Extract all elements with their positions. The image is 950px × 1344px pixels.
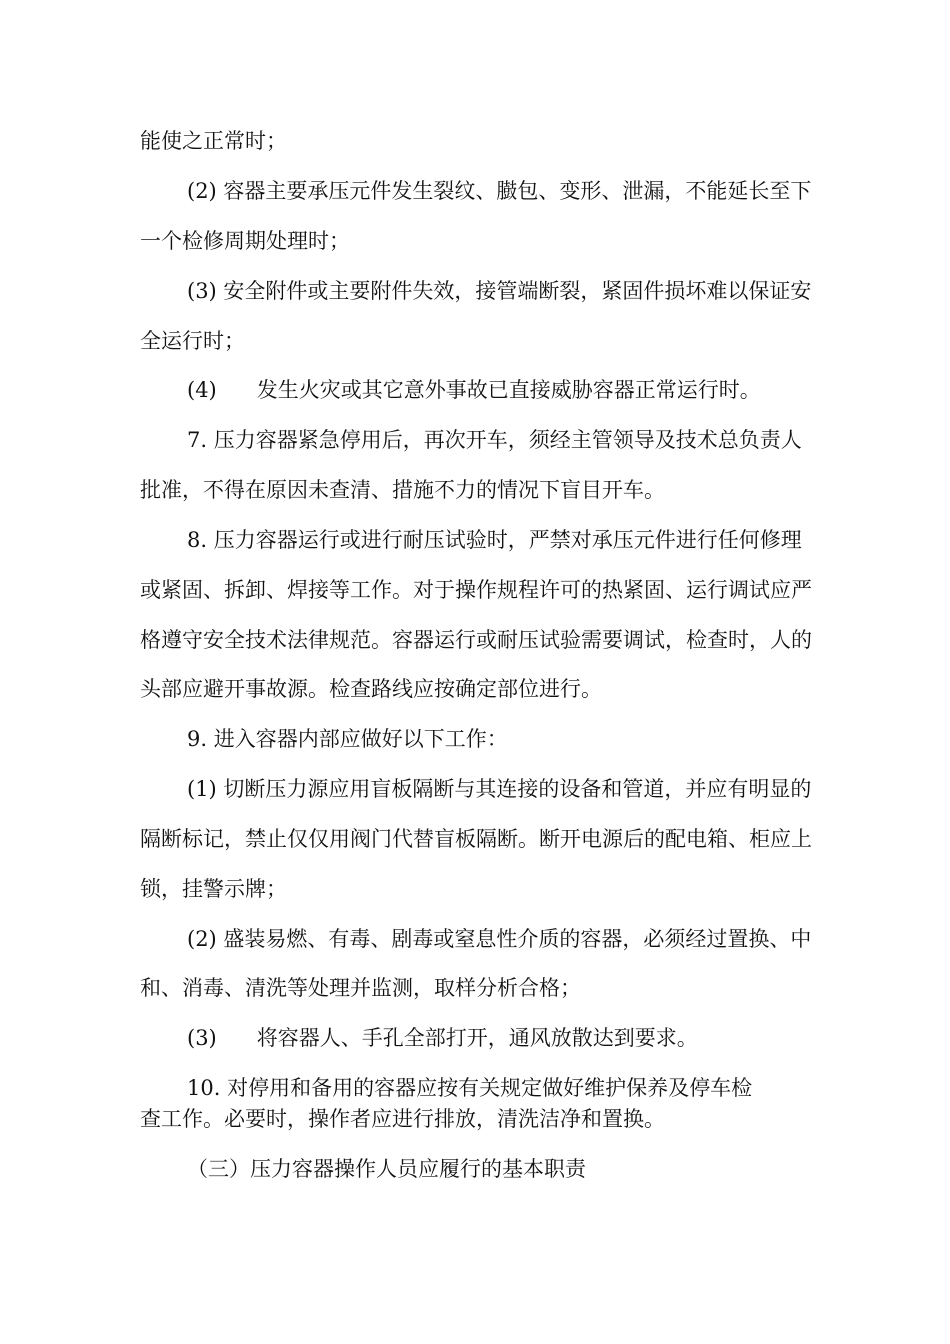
list-item-line: (2) 盛装易燃、有毒、剧毒或窒息性介质的容器，必须经过置换、中	[187, 927, 812, 951]
list-item-line: (1) 切断压力源应用盲板隔断与其连接的设备和管道，并应有明显的	[187, 777, 812, 801]
paragraph-line: 或紧固、拆卸、焊接等工作。对于操作规程许可的热紧固、运行调试应严	[140, 578, 812, 602]
section-heading: （三）压力容器操作人员应履行的基本职责	[187, 1157, 586, 1181]
paragraph-line: 9. 进入容器内部应做好以下工作：	[187, 727, 508, 751]
list-item-line	[187, 377, 761, 403]
list-item-line	[187, 1025, 698, 1051]
paragraph-line: 7. 压力容器紧急停用后，再次开车，须经主管领导及技术总负责人	[187, 428, 802, 452]
paragraph-line: 锁，挂警示牌；	[140, 877, 287, 901]
list-item-line: (3) 安全附件或主要附件失效，接管端断裂，紧固件损坏难以保证安	[187, 279, 812, 303]
paragraph-line: 头部应避开事故源。检查路线应按确定部位进行。	[140, 677, 602, 701]
paragraph-line: 格遵守安全技术法律规范。容器运行或耐压试验需要调试，检查时，人的	[140, 628, 812, 652]
paragraph-line: 全运行时；	[140, 329, 245, 353]
list-item-number: (3)	[187, 1026, 217, 1050]
paragraph-line: 能使之正常时；	[140, 129, 287, 153]
paragraph-line: 查工作。必要时，操作者应进行排放，清洗洁净和置换。	[140, 1107, 665, 1131]
list-item-text: 发生火灾或其它意外事故已直接威胁容器正常运行时。	[256, 378, 761, 402]
paragraph-line: 批准，不得在原因未查清、措施不力的情况下盲目开车。	[140, 478, 665, 502]
paragraph-line: 和、消毒、清洗等处理并监测，取样分析合格；	[140, 976, 581, 1000]
list-item-line: (2) 容器主要承压元件发生裂纹、臌包、变形、泄漏，不能延长至下	[187, 179, 812, 203]
paragraph-line: 8. 压力容器运行或进行耐压试验时，严禁对承压元件进行任何修理	[187, 528, 802, 552]
paragraph-line: 一个检修周期处理时；	[140, 229, 350, 253]
paragraph-line: 10. 对停用和备用的容器应按有关规定做好维护保养及停车检	[187, 1076, 753, 1100]
list-item-number: (4)	[187, 378, 217, 402]
list-item-text: 将容器人、手孔全部打开，通风放散达到要求。	[256, 1026, 698, 1050]
paragraph-line: 隔断标记，禁止仅仅用阀门代替盲板隔断。断开电源后的配电箱、柜应上	[140, 827, 812, 851]
